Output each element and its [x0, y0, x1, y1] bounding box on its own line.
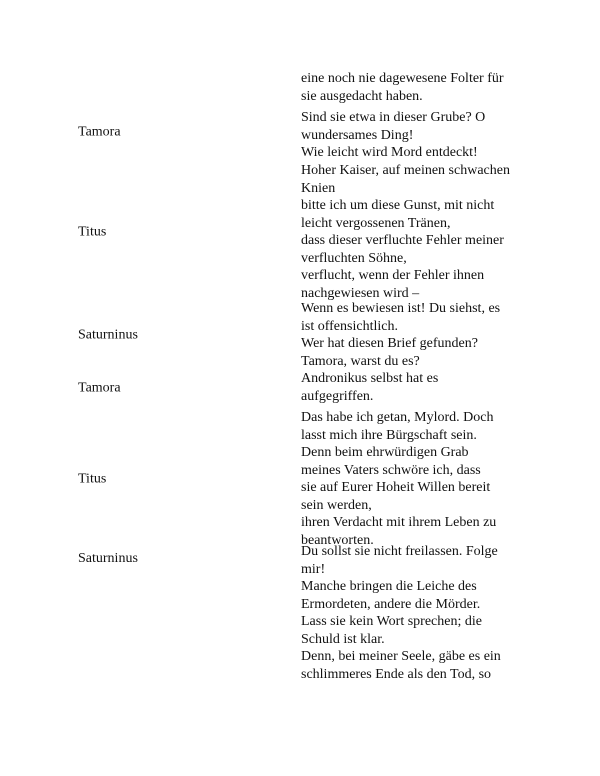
speech-line: Wer hat diesen Brief gefunden?: [301, 336, 478, 351]
speech-line: ist offensichtlich.: [301, 318, 398, 334]
speaker-name: Saturninus: [78, 551, 138, 566]
speech-line: Denn beim ehrwürdigen Grab: [301, 445, 469, 460]
speech-line: Manche bringen die Leiche des: [301, 579, 477, 594]
speech-line: verflucht, wenn der Fehler ihnen: [301, 268, 485, 283]
speech-line: schlimmeres Ende als den Tod, so: [301, 666, 492, 682]
speech-line: Schuld ist klar.: [301, 631, 385, 647]
speech-text: [301, 109, 541, 162]
speech-line: Denn, bei meiner Seele, gäbe es ein: [301, 649, 501, 664]
speech-text: [301, 543, 541, 683]
speech-line: sie ausgedacht haben.: [301, 88, 423, 104]
dialogue-row-5: [0, 409, 600, 549]
speaker-name: Titus: [78, 224, 107, 240]
speech-line: Du sollst sie nicht freilassen. Folge: [301, 544, 498, 559]
speech-line: lasst mich ihre Bürgschaft sein.: [301, 427, 477, 443]
speech-line: eine noch nie dagewesene Folter für: [301, 71, 504, 86]
speech-line: mir!: [301, 561, 326, 577]
speech-text: [301, 70, 541, 105]
speech-line: Andronikus selbst hat es: [301, 371, 439, 386]
dialogue-row-1: [0, 109, 600, 161]
speech-line: Das habe ich getan, Mylord. Doch: [301, 410, 494, 425]
speech-line: Hoher Kaiser, auf meinen schwachen: [301, 163, 510, 178]
speaker-name: Tamora: [78, 379, 121, 395]
speech-line: Wie leicht wird Mord entdeckt!: [301, 145, 478, 160]
speech-line: sie auf Eurer Hoheit Willen bereit: [301, 480, 491, 495]
speech-text: [301, 370, 541, 405]
speech-line: Tamora, warst du es?: [301, 353, 420, 369]
speech-line: Ermordeten, andere die Mörder.: [301, 596, 481, 612]
speech-line: Sind sie etwa in dieser Grube? O: [301, 110, 486, 125]
speech-line: bitte ich um diese Gunst, mit nicht: [301, 198, 495, 213]
speaker-name: Saturninus: [78, 327, 138, 343]
speaker-name: Tamora: [78, 124, 121, 140]
speech-line: Wenn es bewiesen ist! Du siehst, es: [301, 301, 501, 316]
dialogue-row-0: [0, 70, 600, 105]
speech-line: Lass sie kein Wort sprechen; die: [301, 614, 482, 629]
speech-line: sein werden,: [301, 497, 372, 513]
speech-line: ihren Verdacht mit ihrem Leben zu: [301, 515, 497, 530]
speech-text: [301, 162, 541, 302]
speech-line: aufgegriffen.: [301, 388, 374, 404]
dialogue-row-6: [0, 543, 600, 683]
speech-line: meines Vaters schwöre ich, dass: [301, 462, 481, 478]
speech-text: [301, 409, 541, 549]
speech-line: wundersames Ding!: [301, 127, 414, 143]
speech-line: verfluchten Söhne,: [301, 250, 407, 266]
speech-line: Knien: [301, 180, 336, 196]
speech-text: [301, 300, 541, 370]
dialogue-row-3: [0, 300, 600, 370]
dialogue-row-2: [0, 162, 600, 302]
speech-line: nachgewiesen wird –: [301, 285, 420, 301]
speech-line: leicht vergossenen Tränen,: [301, 215, 451, 231]
dialogue-row-4: [0, 370, 600, 405]
speech-line: beantworten.: [301, 532, 374, 548]
speech-line: dass dieser verfluchte Fehler meiner: [301, 233, 504, 248]
speaker-name: Titus: [78, 471, 107, 487]
